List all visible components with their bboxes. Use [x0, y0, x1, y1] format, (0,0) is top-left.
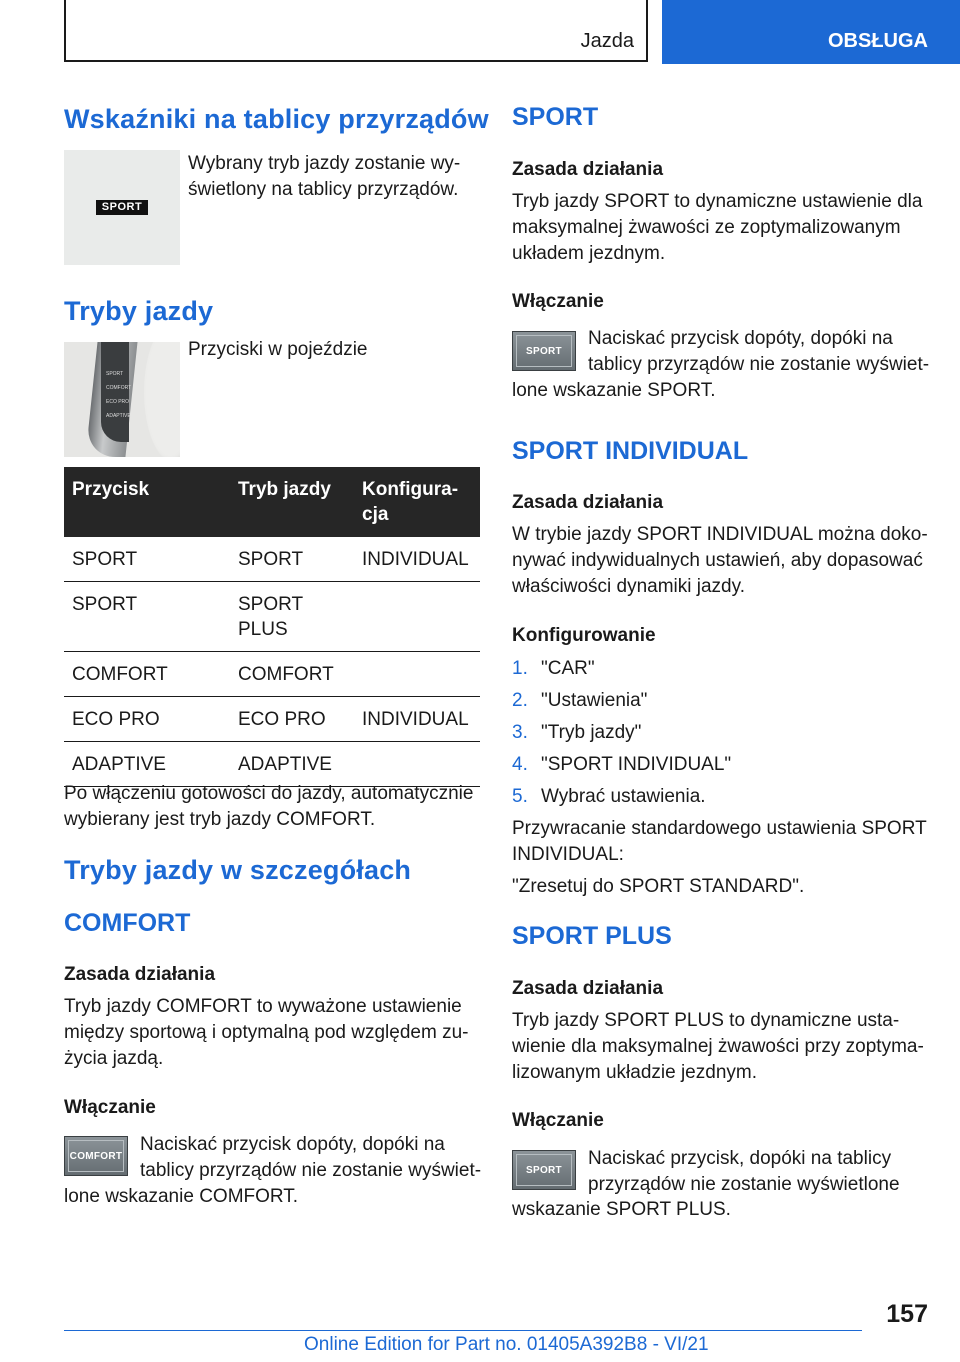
sport-text-line3: układem jezdnym.: [512, 243, 666, 264]
console-label-adaptive: ADAPTIVE: [106, 413, 131, 419]
table-cell: ADAPTIVE: [64, 742, 230, 787]
individual-text-line1: W trybie jazdy SPORT INDIVIDUAL można doko‐: [512, 524, 928, 545]
header-tab-obsluga[interactable]: OBSŁUGA: [662, 0, 960, 64]
table-header-button: Przycisk: [64, 467, 230, 537]
step-text: "CAR": [541, 658, 595, 679]
comfort-button-label: COMFORT: [68, 1140, 124, 1172]
sport-button-label: SPORT: [516, 335, 572, 367]
list-item: [512, 749, 731, 781]
list-item: [512, 781, 731, 813]
console-label-eco-pro: ECO PRO: [106, 399, 130, 405]
console-label-comfort: COMFORT: [106, 385, 132, 391]
table-row: [64, 537, 480, 582]
step-number: 1.: [512, 658, 528, 679]
reset-line2: INDIVIDUAL:: [512, 844, 624, 865]
comfort-text-line1: Tryb jazdy COMFORT to wyważone ustawienie: [64, 996, 462, 1017]
sport-plus-button-label: SPORT: [516, 1154, 572, 1186]
table-cell: [354, 582, 480, 652]
list-item: [512, 685, 731, 717]
individual-text-line2: nywać indywidualnych ustawień, aby dopasować: [512, 550, 923, 571]
table-cell: SPORT: [64, 582, 230, 652]
table-cell: SPORT PLUS: [230, 582, 354, 652]
header-box: [64, 0, 648, 62]
sport-button-image: [512, 331, 576, 371]
plus-text-line3: lizowanym układzie jezdnym.: [512, 1062, 757, 1083]
table-cell: INDIVIDUAL: [354, 697, 480, 742]
indicators-text-line2: świetlony na tablicy przyrządów.: [188, 179, 459, 200]
sport-principle-heading: Zasada działania: [512, 159, 664, 180]
sport-enable-heading: Włączanie: [512, 291, 604, 312]
comfort-enable-heading: Włączanie: [64, 1097, 156, 1118]
table-cell: ADAPTIVE: [230, 742, 354, 787]
table-row: [64, 742, 480, 787]
plus-enable-heading: Włączanie: [512, 1110, 604, 1131]
console-labels: [106, 367, 131, 423]
plus-principle-heading: Zasada działania: [512, 978, 664, 999]
table-row: [64, 582, 480, 652]
plus-enable-line2: przyrządów nie zostanie wyświetlone: [588, 1174, 900, 1195]
step-number: 3.: [512, 722, 528, 743]
table-cell: SPORT: [230, 537, 354, 582]
after-table-line2: wybierany jest tryb jazdy COMFORT.: [64, 809, 376, 830]
table-cell: [354, 652, 480, 697]
table-row: [64, 697, 480, 742]
step-number: 5.: [512, 786, 528, 807]
sport-text-line2: maksymalnej żwawości ze zoptymalizowanym: [512, 217, 901, 238]
table-cell: COMFORT: [64, 652, 230, 697]
header-section-label: Jazda: [580, 30, 634, 52]
step-text: "Tryb jazdy": [541, 722, 642, 743]
comfort-enable-line3: lone wskazanie COMFORT.: [64, 1186, 299, 1207]
console-label-sport: SPORT: [106, 371, 124, 377]
heading-sport: SPORT: [512, 103, 599, 131]
after-table-line1: Po włączeniu gotowości do jazdy, automatycznie: [64, 783, 474, 804]
sport-enable-line3: lone wskazanie SPORT.: [512, 380, 716, 401]
heading-comfort: COMFORT: [64, 909, 191, 937]
comfort-text-line3: życia jazdą.: [64, 1048, 164, 1069]
indicator-image: [64, 150, 180, 265]
list-item: [512, 653, 731, 685]
sport-indicator-badge: SPORT: [96, 200, 148, 215]
heading-sport-individual: SPORT INDIVIDUAL: [512, 437, 749, 465]
indicators-text-line1: Wybrany tryb jazdy zostanie wy‐: [188, 153, 461, 174]
modes-caption: Przyciski w pojeździe: [188, 339, 368, 360]
sport-plus-button-image: [512, 1150, 576, 1190]
table-cell: INDIVIDUAL: [354, 537, 480, 582]
individual-text-line3: właściwości dynamiki jazdy.: [512, 576, 745, 597]
list-item: [512, 717, 731, 749]
plus-text-line1: Tryb jazdy SPORT PLUS to dynamiczne usta‐: [512, 1010, 900, 1031]
individual-config-heading: Konfigurowanie: [512, 625, 656, 646]
table-cell: ECO PRO: [230, 697, 354, 742]
sport-text-line1: Tryb jazdy SPORT to dynamiczne ustawienie dla: [512, 191, 923, 212]
step-text: "SPORT INDIVIDUAL": [541, 754, 732, 775]
sport-enable-line2: tablicy przyrządów nie zostanie wyświet‐: [588, 354, 930, 375]
table-header-config: Konfigura‐ cja: [354, 467, 480, 537]
sport-enable-line1: Naciskać przycisk dopóty, dopóki na: [588, 328, 893, 349]
plus-enable-line1: Naciskać przycisk, dopóki na tablicy: [588, 1148, 892, 1169]
table-cell: COMFORT: [230, 652, 354, 697]
comfort-enable-line2: tablicy przyrządów nie zostanie wyświet‐: [140, 1160, 482, 1181]
plus-enable-line3: wskazanie SPORT PLUS.: [512, 1199, 731, 1220]
step-number: 2.: [512, 690, 528, 711]
table-header-row: [64, 467, 480, 537]
modes-table: [64, 467, 480, 787]
table-row: [64, 652, 480, 697]
step-number: 4.: [512, 754, 528, 775]
comfort-principle-heading: Zasada działania: [64, 964, 216, 985]
footer-divider: [64, 1330, 862, 1331]
comfort-enable-line1: Naciskać przycisk dopóty, dopóki na: [140, 1134, 445, 1155]
page-number: 157: [886, 1300, 928, 1328]
config-steps-list: [512, 653, 731, 813]
comfort-text-line2: między sportową i optymalną pod względem zu‐: [64, 1022, 469, 1043]
step-text: "Ustawienia": [541, 690, 648, 711]
heading-sport-plus: SPORT PLUS: [512, 922, 672, 950]
heading-indicators: Wskaźniki na tablicy przyrządów: [64, 104, 489, 134]
footer-edition: Online Edition for Part no. 01405A392B8 - VI/21: [304, 1334, 709, 1355]
reset-line3: "Zresetuj do SPORT STANDARD".: [512, 876, 805, 897]
heading-driving-modes: Tryby jazdy: [64, 296, 214, 326]
reset-line1: Przywracanie standardowego ustawienia SPORT: [512, 818, 927, 839]
individual-principle-heading: Zasada działania: [512, 492, 664, 513]
table-cell: ECO PRO: [64, 697, 230, 742]
table-header-mode: Tryb jazdy: [230, 467, 354, 537]
step-text: Wybrać ustawienia.: [541, 786, 706, 807]
console-buttons-image: [64, 342, 180, 457]
comfort-button-image: [64, 1136, 128, 1176]
table-cell: SPORT: [64, 537, 230, 582]
plus-text-line2: wienie dla maksymalnej żwawości przy zoptyma‐: [512, 1036, 924, 1057]
heading-modes-details: Tryby jazdy w szczegółach: [64, 855, 412, 885]
table-cell: [354, 742, 480, 787]
